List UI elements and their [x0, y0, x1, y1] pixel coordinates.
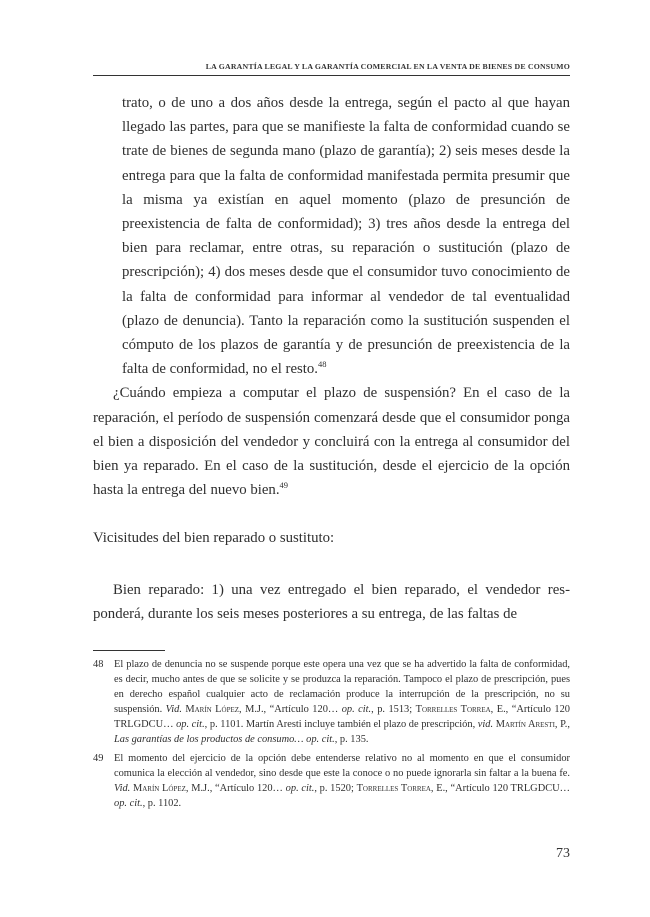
footnote-text: , p. 1513; [371, 704, 416, 715]
footnote-vid: Vid. [165, 704, 182, 715]
main-text [93, 91, 570, 626]
footnote-opcit: op. cit. [176, 719, 205, 730]
footnote-number: 49 [93, 753, 104, 764]
header-rule [93, 75, 570, 76]
footnote-rule [93, 650, 165, 651]
footnote-opcit: op. cit. [114, 798, 143, 809]
footnote-text: El plazo de denuncia no se suspende porque este opera una vez que se ha advertido la falta de conformidad, es decir, mucho antes de que se solicite y se produzca la reparación. Tampoco el plazo de prescripción, pues en derecho español cualquier acto de reclamación produce la interrupción de la prescripción, no su suspensión. [114, 659, 570, 715]
footnote-text: , p. 1102. [142, 798, 182, 809]
footnote-author: Marín López [185, 704, 240, 715]
footnote-vid: Vid. [114, 783, 131, 794]
footnote-text: , E., “Artículo 120 TRLGDCU… [430, 783, 571, 794]
footnote-author: Martín Aresti [495, 719, 555, 730]
footnote-ref-49[interactable]: 49 [279, 480, 289, 491]
footnote-text: El momento del ejercicio de la opción debe entenderse relativo no al momento en que el consumidor comunica la elección al vendedor, sino desde que este la conoce o no puede ignorarla sin faltar a la buena fe. [114, 753, 570, 779]
footnotes [93, 657, 570, 815]
footnote-ref-48[interactable]: 48 [318, 359, 327, 370]
section-heading: Vicisitudes del bien reparado o sustituto: [93, 530, 335, 547]
paragraph-suspension-text: ¿Cuándo empieza a computar el plazo de suspensión? En el caso de la reparación, el período de suspensión comenzará desde que el consumidor ponga el bien a disposición del vendedor y concluirá con la entrega al consumidor del bien ya reparado. En el caso de la sustitución, desde el ejercicio de la opción hasta la entrega del nuevo bien. [93, 385, 570, 499]
footnote-text: , p. 1101. Martín Aresti incluye también el plazo de prescripción, [204, 719, 478, 730]
footnote-book-title: Las garantías de los productos de consumo… op. cit. [114, 734, 335, 745]
footnote-48 [93, 657, 570, 747]
footnote-author: Torrelles Torrea [356, 783, 431, 794]
footnote-author: Torrelles Torrea [415, 704, 491, 715]
footnote-text: , p. 135. [334, 734, 369, 745]
footnote-vid: vid. [477, 719, 494, 730]
footnote-text: , P., [554, 719, 570, 730]
footnote-author: Marín López [132, 783, 186, 794]
footnote-opcit: op. cit. [341, 704, 372, 715]
indented-paragraph-text: trato, o de uno a dos años desde la entrega, según el pacto al que hayan llegado las partes, para que se manifieste la falta de conformidad cuando se trate de bienes de segunda mano (plazo de garantía); 2) seis meses desde la entrega para que la falta de conformidad manifestada permita presumir que la misma ya existían en aquel momento (plazo de presunción de preexistencia de falta de conformidad); 3) tres años desde la entrega del bien para reclamar, entre otras, su reparación o sustitución (plazo de prescripción); 4) dos meses desde que el consumidor tuvo conocimiento de la falta de conformidad para informar al vendedor de tal eventualidad (plazo de denuncia). Tanto la reparación como la sustitución suspenden el cómputo de los plazos de garantía y de presunción de preexistencia de la falta de conformidad, no el resto. [122, 95, 570, 378]
footnote-number: 48 [93, 659, 104, 670]
footnote-text: , M.J., “Artículo 120… [185, 783, 286, 794]
footnote-49 [93, 751, 570, 811]
footnote-text: , E., “Artículo 120 TRLGDCU… [114, 704, 570, 730]
paragraph-suspension [93, 381, 570, 502]
page-number: 73 [556, 846, 570, 861]
indented-paragraph [93, 91, 570, 381]
footnote-text: , p. 1520; [314, 783, 357, 794]
footnote-opcit: op. cit. [285, 783, 315, 794]
running-head: LA GARANTÍA LEGAL Y LA GARANTÍA COMERCIAL EN LA VENTA DE BIENES DE CONSUMO [205, 62, 570, 71]
paragraph-repaired-good: Bien reparado: 1) una vez entregado el bien reparado, el vendedor responderá, durante los seis meses posteriores a su entrega, de las faltas de [93, 581, 570, 622]
footnote-text: , M.J., “Artículo 120… [239, 704, 342, 715]
